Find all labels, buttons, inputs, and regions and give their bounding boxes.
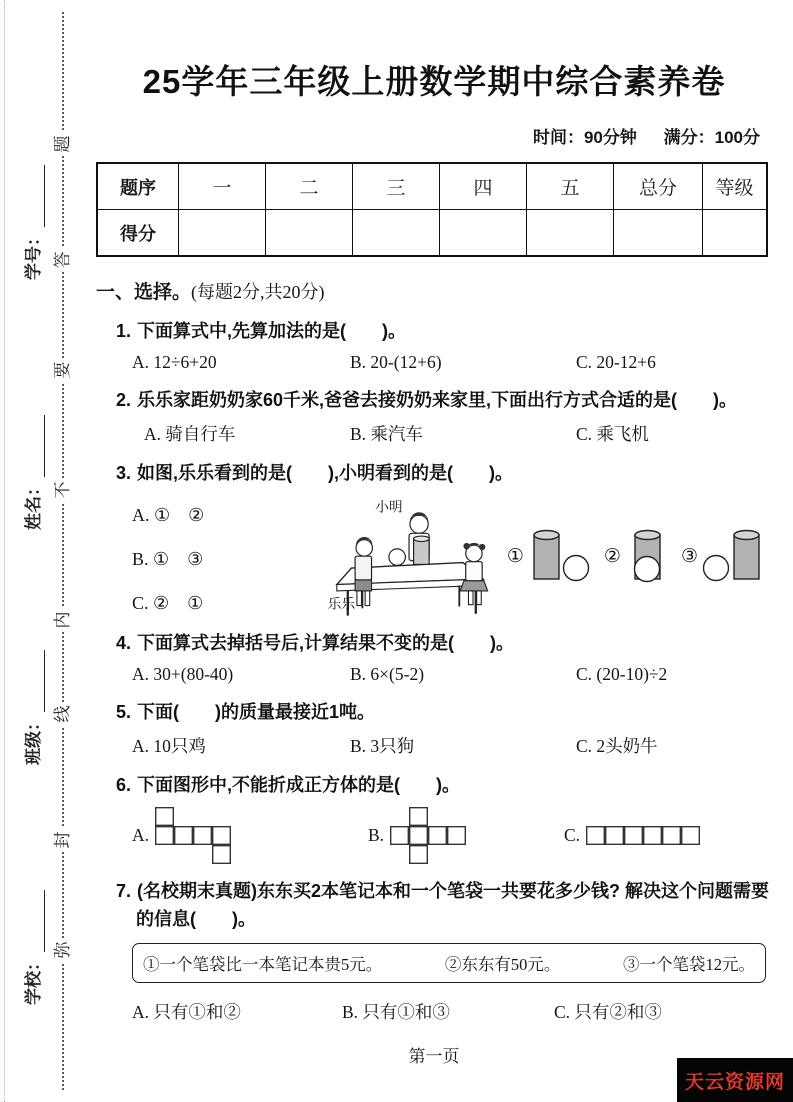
score-header-cell: 一: [179, 163, 266, 210]
question-2-text: 乐乐家距奶奶家60千米,爸爸去接奶奶来家里,下面出行方式合适的是( )。: [137, 390, 738, 410]
option-a: A. 10只鸡: [132, 736, 206, 756]
question-1-text: 下面算式中,先算加法的是( )。: [137, 321, 407, 341]
option-b: B. 乘汽车: [350, 424, 423, 444]
score-header-cell: 总分: [614, 163, 703, 210]
question-1-options: [96, 352, 772, 373]
cube-net-a: [155, 807, 231, 864]
option-c: C. 20-12+6: [576, 352, 656, 372]
question-6-text: 下面图形中,不能折成正方体的是( )。: [137, 775, 461, 795]
option-b: B. ① ③: [132, 549, 204, 569]
student-name-blank: [28, 415, 45, 477]
seal-char: 题: [51, 132, 75, 156]
seal-char: 答: [51, 248, 75, 272]
figure-label-lele: 乐乐: [327, 596, 356, 612]
question-2: [96, 386, 772, 414]
question-3-number: 3.: [116, 463, 132, 483]
option-c: C. 2头奶牛: [576, 736, 658, 756]
section-title: 一、选择。: [96, 282, 192, 303]
score-cell-empty: [614, 210, 703, 257]
seal-char: 线: [51, 702, 75, 726]
student-id-blank: [28, 165, 45, 227]
score-cell-empty: [353, 210, 440, 257]
class-label: 班级：: [24, 714, 43, 765]
score-header-cell: 二: [266, 163, 353, 210]
option-a-label: A.: [132, 825, 150, 845]
class-field: [23, 615, 45, 765]
page-edge-line: [4, 0, 5, 1102]
option-b-net: [368, 807, 564, 864]
student-id-label: 学号：: [24, 229, 43, 280]
question-5-text: 下面( )的质量最接近1吨。: [137, 702, 376, 722]
option-c: C. 只有②和③: [554, 1002, 662, 1022]
cylinder-ball-variant-2: [623, 525, 675, 587]
student-id-field: [23, 130, 45, 280]
question-4: [96, 629, 772, 657]
score-header-cell: 题序: [97, 163, 179, 210]
option-b-label: B.: [368, 825, 385, 845]
question-3-text: 如图,乐乐看到的是( ),小明看到的是( )。: [137, 463, 513, 483]
circled-number: ③: [680, 545, 698, 567]
kids-table-illustration: [324, 491, 507, 625]
score-cell-empty: [703, 210, 768, 257]
score-cell-empty: [179, 210, 266, 257]
info-item-2: ②东东有50元。: [444, 955, 561, 974]
option-b: B. 3只狗: [350, 736, 415, 756]
circled-number: ②: [603, 545, 621, 567]
score-table-header-row: [97, 163, 767, 210]
question-5-options: [96, 733, 772, 758]
question-4-text: 下面算式去掉括号后,计算结果不变的是( )。: [137, 633, 515, 653]
option-a: A. 30+(80-40): [132, 664, 234, 684]
question-4-number: 4.: [116, 633, 132, 653]
option-a: A. ① ②: [132, 505, 205, 525]
page-title: 25学年三年级上册数学期中综合素养卷: [142, 63, 726, 100]
score-cell-empty: [527, 210, 614, 257]
option-c: C. (20-10)÷2: [576, 664, 668, 684]
shape-group-2: [604, 525, 675, 587]
circled-number: ①: [506, 545, 524, 567]
question-5-number: 5.: [116, 702, 132, 722]
info-item-1: ①一个笔袋比一本笔记本贵5元。: [143, 955, 383, 974]
question-2-options: [96, 421, 772, 446]
question-1-number: 1.: [116, 321, 132, 341]
shape-groups: [507, 525, 772, 587]
question-2-number: 2.: [116, 390, 132, 410]
score-header-cell: 五: [527, 163, 614, 210]
score-table: [96, 162, 768, 257]
question-6-number: 6.: [116, 775, 132, 795]
cylinder-ball-variant-3: [700, 525, 772, 587]
section-points: (每题2分,共20分): [191, 282, 325, 302]
school-field: [23, 855, 45, 1005]
score-header-cell: 等级: [703, 163, 768, 210]
question-7-info-box: [132, 943, 766, 983]
cube-net-b: [390, 807, 466, 864]
exam-page: [96, 0, 772, 1067]
option-c-net: [564, 825, 772, 846]
seal-dotted-line: [62, 12, 64, 1090]
section-heading: [96, 277, 772, 304]
score-row-label: 得分: [97, 210, 179, 257]
shape-group-3: [681, 525, 772, 587]
question-1: [96, 317, 772, 345]
school-label: 学校：: [24, 954, 43, 1005]
question-6: [96, 771, 772, 799]
figure-label-xiaoming: 小明: [375, 499, 403, 515]
seal-char: 封: [51, 828, 75, 852]
score-header-cell: 四: [440, 163, 527, 210]
question-6-options: [96, 807, 772, 864]
cube-net-c: [586, 826, 700, 845]
info-item-3: ③一个笔袋12元。: [623, 955, 755, 974]
score-cell-empty: [440, 210, 527, 257]
score-header-cell: 三: [353, 163, 440, 210]
option-a: A. 骑自行车: [144, 424, 236, 444]
seal-char: 内: [51, 608, 75, 632]
exam-full-score: 满分：100分: [663, 128, 760, 147]
question-7-text: (名校期末真题)东东买2本笔记本和一个笔袋一共要花多少钱? 解决这个问题需要的信息( )。: [136, 881, 770, 929]
seal-char: 要: [51, 358, 75, 382]
score-table-score-row: [97, 210, 767, 257]
question-5: [96, 698, 772, 726]
cylinder-ball-variant-1: [526, 525, 598, 587]
seal-char: 弥: [51, 938, 75, 962]
question-7: [96, 877, 772, 933]
exam-time: 时间：90分钟: [532, 128, 637, 147]
question-3-options: [96, 491, 324, 615]
seal-char: 不: [51, 478, 75, 502]
option-c: C. 乘飞机: [576, 424, 649, 444]
option-a: A. 只有①和②: [132, 1002, 241, 1022]
option-b: B. 6×(5-2): [350, 664, 425, 684]
option-a: A. 12÷6+20: [132, 352, 217, 372]
question-3-figure-row: [96, 491, 772, 625]
question-7-options: [96, 999, 772, 1024]
option-b: B. 只有①和③: [342, 1002, 450, 1022]
option-c: C. ② ①: [132, 593, 204, 613]
question-7-number: 7.: [116, 881, 132, 901]
exam-meta: [96, 123, 772, 148]
option-c-label: C.: [564, 825, 581, 845]
class-blank: [28, 650, 45, 712]
school-blank: [28, 890, 45, 952]
question-3: [96, 459, 772, 487]
score-cell-empty: [266, 210, 353, 257]
option-a-net: [132, 807, 368, 864]
student-name-label: 姓名：: [24, 479, 43, 530]
watermark-badge: 天云资源网: [677, 1058, 793, 1102]
student-name-field: [23, 380, 45, 530]
shape-group-1: [507, 525, 598, 587]
footer-page-number: 第一页: [408, 1047, 460, 1066]
question-4-options: [96, 664, 772, 685]
option-b: B. 20-(12+6): [350, 352, 442, 372]
